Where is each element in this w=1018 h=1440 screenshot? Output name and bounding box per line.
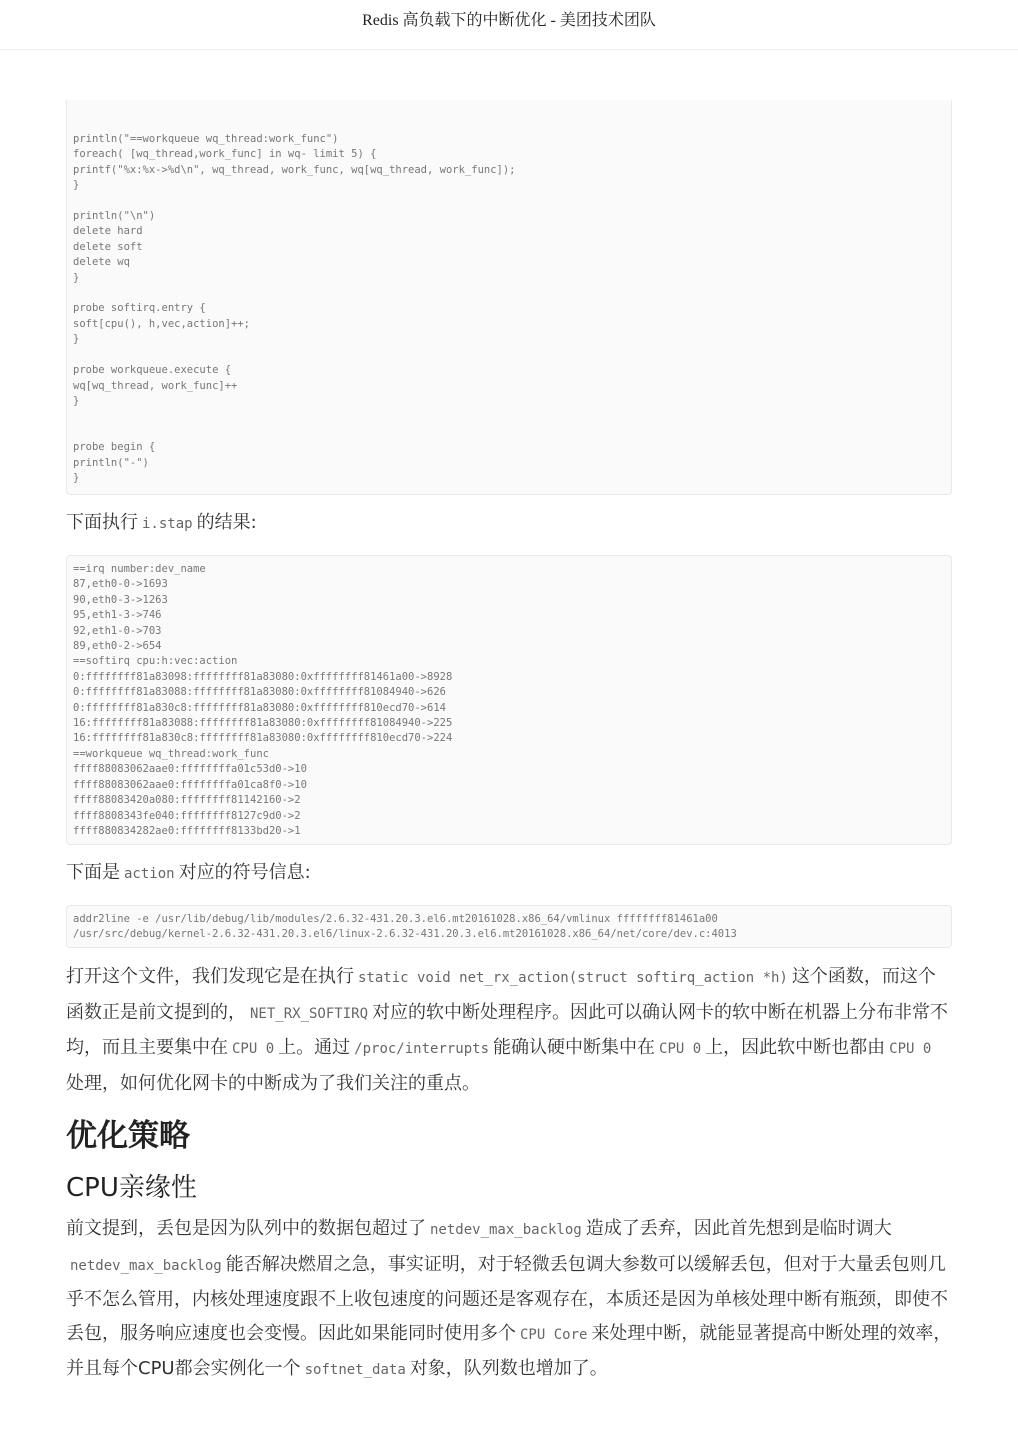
inline-code: softnet_data xyxy=(304,1362,406,1378)
text: 来处理中断，就能显著提高中断处理的效率，并且每个CPU都会实例化一个 xyxy=(66,1322,952,1379)
code-line: 95,eth1-3->746 xyxy=(73,609,162,622)
text: 能否解决燃眉之急，事实证明，对于轻微丢包调大参数可以缓解丢包，但对于大量丢包则几乎不怎么管用，内核处理速度跟不上收包速度的问题还是客观存在，本质还是因为单核处理中断有瓶颈，即使不丢包，服务响应速度也会变慢。因此如果能同时使用多个 xyxy=(66,1253,948,1344)
inline-code: CPU Core xyxy=(520,1326,588,1343)
subsection-heading: CPU亲缘性 xyxy=(66,1173,197,1203)
inline-code: netdev_max_backlog xyxy=(70,1257,222,1274)
lead-text: 的结果: xyxy=(196,512,257,533)
code-line: probe softirq.entry { xyxy=(73,302,206,315)
inline-code: i.stap xyxy=(142,516,193,532)
code-line: delete hard xyxy=(73,225,143,238)
code-line: delete soft xyxy=(73,240,143,253)
code-line: ffff88083062aae0:ffffffffa01c53d0->10 xyxy=(73,763,307,776)
code-line: /usr/src/debug/kernel-2.6.32-431.20.3.el6/linux-2.6.32-431.20.3.el6.mt20161028.x86_64/net/core/dev.c:4013 xyxy=(73,928,737,941)
inline-code: netdev_max_backlog xyxy=(430,1222,582,1238)
code-line: addr2line -e /usr/lib/debug/lib/modules/2.6.32-431.20.3.el6.mt20161028.x86_64/vmlinux ffffffff81461a00 xyxy=(73,913,718,925)
code-line: delete wq xyxy=(73,256,130,269)
code-line: 87,eth0-0->1693 xyxy=(73,578,168,591)
code-line: ==irq number:dev_name xyxy=(73,563,206,575)
code-line: } xyxy=(73,471,80,484)
code-line: 16:ffffffff81a830c8:ffffffff81a83080:0xffffffff810ecd70->224 xyxy=(73,732,453,745)
code-line: ffff88083420a080:ffffffff81142160->2 xyxy=(73,794,301,807)
code-line: printf("%x:%x->%d\n", wq_thread, work_func, wq[wq_thread, work_func]); xyxy=(73,163,516,176)
text: 前文提到，丢包是因为队列中的数据包超过了 xyxy=(66,1218,426,1239)
code-line: println("==workqueue wq_thread:work_func") xyxy=(73,133,339,145)
code-line: println("\n") xyxy=(73,210,156,223)
code-line: 92,eth1-0->703 xyxy=(73,624,162,637)
result-intro xyxy=(66,509,952,538)
article-body xyxy=(66,100,952,1388)
text: 能确认硬中断集中在 xyxy=(493,1037,656,1058)
code-line: 0:ffffffff81a830c8:ffffffff81a83080:0xffffffff810ecd70->614 xyxy=(73,701,446,714)
code-line: ffff8808343fe040:ffffffff8127c9d0->2 xyxy=(73,809,301,822)
text: 对应的软中断处理程序。因此可以确认网卡的软中断在机器上分布非常不均，而且主要集中在 xyxy=(66,1001,949,1058)
code-line: 90,eth0-3->1263 xyxy=(73,593,168,606)
inline-code: CPU 0 xyxy=(659,1041,702,1057)
inline-code: CPU 0 xyxy=(889,1041,932,1057)
inline-code: NET_RX_SOFTIRQ xyxy=(250,1005,369,1022)
cpu-affinity-paragraph xyxy=(66,1212,952,1388)
code-line: } xyxy=(73,179,80,192)
code-line: } xyxy=(73,333,80,346)
code-line: } xyxy=(73,394,80,407)
section-heading: 优化策略 xyxy=(66,1118,190,1154)
code-block-stap-script xyxy=(66,100,952,495)
text: 对象，队列数也增加了。 xyxy=(409,1358,608,1379)
page-title: Redis 高负载下的中断优化 - 美团技术团队 xyxy=(362,12,656,29)
code-line: ffff880834282ae0:ffffffff8133bd20->1 xyxy=(73,824,301,837)
code-block-stap-output xyxy=(66,555,952,845)
code-line: probe begin { xyxy=(73,441,156,454)
code-line: wq[wq_thread, work_func]++ xyxy=(73,379,238,392)
code-line: 0:ffffffff81a83098:ffffffff81a83080:0xffffffff81461a00->8928 xyxy=(73,670,453,683)
code-line: ==workqueue wq_thread:work_func xyxy=(73,747,269,760)
code-line: 89,eth0-2->654 xyxy=(73,640,162,653)
code-line: probe workqueue.execute { xyxy=(73,364,232,377)
text: 这个函数，而这个函数正是前文提到的， xyxy=(66,966,936,1023)
inline-code: /proc/interrupts xyxy=(354,1041,490,1057)
inline-code: CPU 0 xyxy=(232,1041,275,1057)
text: 处理，如何优化网卡的中断成为了我们关注的重点。 xyxy=(66,1072,480,1094)
page-header xyxy=(0,0,1018,50)
code-line: } xyxy=(73,271,80,284)
code-line: ==softirq cpu:h:vec:action xyxy=(73,655,238,668)
code-line: 16:ffffffff81a83088:ffffffff81a83080:0xffffffff81084940->225 xyxy=(73,717,453,730)
code-line: soft[cpu(), h,vec,action]++; xyxy=(73,317,251,330)
code-line: foreach( [wq_thread,work_func] in wq- limit 5) { xyxy=(73,148,377,161)
lead-text: 下面是 xyxy=(66,862,120,883)
text: 上。通过 xyxy=(278,1037,351,1058)
lead-text: 对应的符号信息: xyxy=(178,862,311,883)
text: 造成了丢弃，因此首先想到是临时调大 xyxy=(585,1218,892,1239)
symbol-intro xyxy=(66,859,952,888)
lead-text: 下面执行 xyxy=(66,512,138,533)
inline-code: action xyxy=(124,866,175,882)
code-line: ffff88083062aae0:ffffffffa01ca8f0->10 xyxy=(73,778,307,791)
code-block-addr2line xyxy=(66,905,952,948)
inline-code: static void net_rx_action(struct softirq_action *h) xyxy=(358,970,788,986)
analysis-paragraph xyxy=(66,960,952,1100)
text: 打开这个文件，我们发现它是在执行 xyxy=(66,966,354,987)
code-line: println("-") xyxy=(73,456,149,469)
text: 上，因此软中断也都由 xyxy=(705,1037,886,1058)
code-line: 0:ffffffff81a83088:ffffffff81a83080:0xffffffff81084940->626 xyxy=(73,686,446,699)
